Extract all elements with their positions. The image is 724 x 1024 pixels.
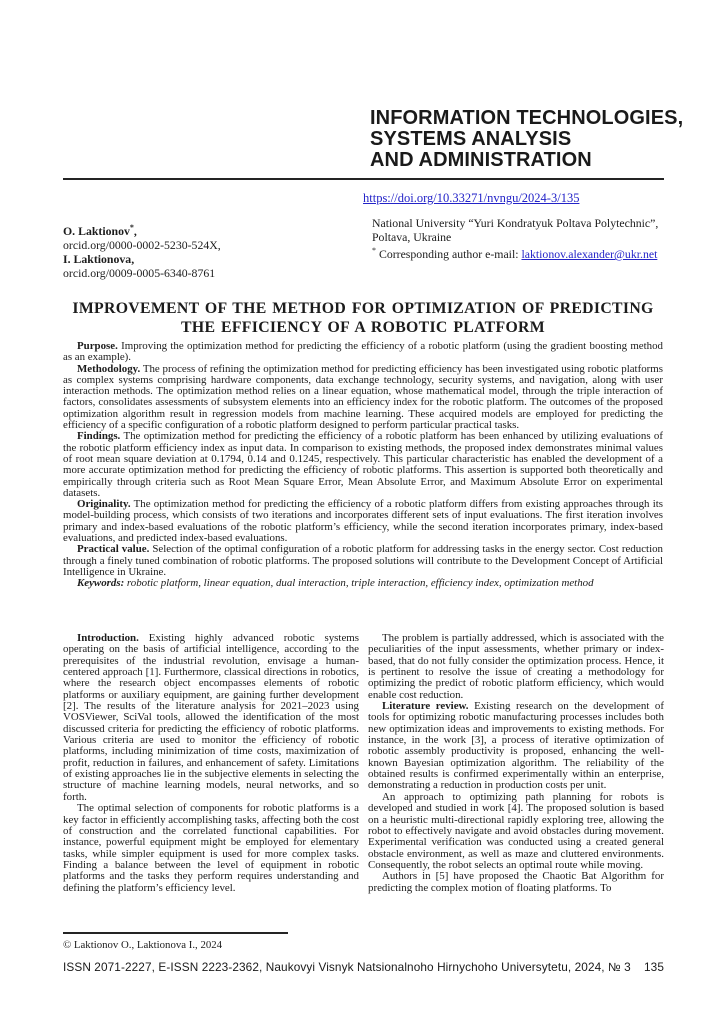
paper-title [63, 299, 663, 338]
paragraph: Introduction. Existing highly advanced robotic systems operating on the basis of artificial intelligence, according to the prerequisites of the industrial revolution, envisage a human-centered approach [1]. Furthermore, classical directions in robotics, where the research object encompasses elements of robotic platforms or auxiliary equipment, are gaining further development [2]. The results of the literature analysis for 2021–2023 using VOSViewer, SciVal tools, allowed the identification of the most discussed criteria for predicting the efficiency of robotic platforms. Various criteria are used to monitor the efficiency of robotic platforms, including minimization of time costs, maximization of profit, reduction in failures, and enhancement of safety. Limitations of existing approaches lie in the subjective elements in selecting the structure of machine learning models, neural networks, and so forth. [63, 633, 359, 803]
author-name [63, 252, 221, 266]
body-columns [63, 633, 664, 955]
email-link[interactable]: laktionov.alexander@ukr.net [521, 247, 658, 262]
paragraph-lead: Findings. [77, 430, 121, 443]
journal-section-header [370, 107, 684, 171]
author-name [63, 221, 221, 238]
paragraph-lead: Introduction. [77, 633, 139, 644]
paragraph: Purpose. Improving the optimization method for predicting the efficiency of a robotic platform (using the gradient boosting method as an example). [63, 340, 663, 364]
section-header-line: SYSTEMS ANALYSIS [370, 128, 572, 150]
paragraph: The problem is partially addressed, which is associated with the peculiarities of the input assessments, whether primary or index-based, that do not fully consider the optimization process. Hence, it is pertinent to resolve the issue of creating a methodology for optimizing the predict of robotic platform efficiency, which would enable cost reduction. [368, 633, 664, 701]
authors-block [63, 221, 221, 280]
affiliation-line: Poltava, Ukraine [372, 229, 452, 244]
issn-line: ISSN 2071-2227, E-ISSN 2223-2362, Naukovyi Visnyk Natsionalnoho Hirnychoho Universytetu, 2024, № 3 [63, 960, 631, 974]
paragraph-lead: Practical value. [77, 543, 150, 556]
section-header-line: INFORMATION TECHNOLOGIES, [370, 107, 684, 129]
paragraph-lead: Originality. [77, 498, 131, 511]
author-name-text: O. Laktionov [63, 223, 130, 238]
paragraph: Methodology. The process of refining the optimization method for predicting efficiency has been investigated using robotic platforms as complex systems comprising hardware components, data exchange technology, security systems, and navigation, along with user interaction methods. The optimization method relies on a linear equation, whose mathematical model, through the triple interaction of factors, consolidates assessments of subsystem elements into an efficiency index for the robotic platform. The outcomes of the proposed optimization algorithm result in regression models from machine learning. These acquired models are employed for predicting the efficiency of a specific configuration of a robotic platform designed to perform particular practical tasks. [63, 362, 663, 432]
paragraph-lead: Methodology. [77, 362, 141, 375]
author-orcid: orcid.org/0000-0002-5230-524X, [63, 237, 221, 252]
page-number: 135 [644, 960, 664, 974]
author-orcid: orcid.org/0009-0005-6340-8761 [63, 265, 216, 280]
paragraph: An approach to optimizing path planning for robots is developed and studied in work [4]. The proposed solution is based on a heuristic multi-directional rapidly exploring tree, allowing the robot to effectively navigate and avoid obstacles during movement. Experimental verification was conducted using a created general obstacle environment, as well as maze and cluttered environments. Consequently, the robot selects an optimal route while moving. [368, 790, 664, 871]
paragraph-lead: Literature review. [382, 700, 469, 713]
doi-row [363, 191, 579, 206]
corresponding-author-marker: * [129, 223, 134, 232]
paragraph: Authors in [5] have proposed the Chaotic Bat Algorithm for predicting the complex motion of floating platforms. To [368, 870, 664, 894]
paragraph: Practical value. Selection of the optimal configuration of a robotic platform for addressing tasks in the energy sector. Cost reduction through a finely tuned combination of robotic platforms. The proposed solutions will contribute to the Development Concept of Artificial Intelligence in Ukraine. [63, 543, 663, 578]
affiliation-block [372, 217, 666, 262]
author-name-text: I. Laktionova [63, 251, 132, 266]
paragraph: The optimal selection of components for robotic platforms is a key factor in efficiently accomplishing tasks, affecting both the cost of construction and the correlated functional capabilities. For instance, powerful equipment might be employed for elementary tasks, while simpler equipment is used for more complex tasks. Finding a balance between the level of equipment in robotic platforms and the tasks they perform requires understanding and defining the platform’s efficiency level. [63, 802, 359, 894]
corresponding-author-prefix: Corresponding author e-mail: [376, 247, 522, 262]
header-divider [63, 178, 664, 180]
author-name-tail: , [131, 251, 135, 266]
copyright-footnote: © Laktionov O., Laktionova I., 2024 [63, 932, 288, 951]
left-column [63, 633, 359, 921]
paragraph: Findings. The optimization method for predicting the efficiency of a robotic platform has been enhanced by utilizing evaluations of the robotic platform efficiency index as input data. In comparison to existing methods, the proposed index demonstrates minimal values of root mean square deviation at 0.1794, 0.14 and 0.1245, respectively. This particular characteristic has enabled the development of a more accurate optimization method for predicting the efficiency of robotic platforms. This assertion is supported both theoretically and empirically through criteria such as Root Mean Square Error, Mean Absolute Error, and Maximum Absolute Error on experimental datasets. [63, 430, 663, 499]
paragraph: Literature review. Existing research on the development of tools for optimizing robotic manufacturing processes includes both new optimization ideas and improvements to existing methods. For instance, in the work [3], a process of iterative optimization of robotic assembly productivity is proposed, enhancing the well-known Bayesian optimization algorithm. The reliability of the obtained results is confirmed experimentally within an enterprise, demonstrating a reduction in production costs per unit. [368, 700, 664, 792]
affiliation-line: National University “Yuri Kondratyuk Poltava Polytechnic”, [372, 216, 659, 230]
paper-title-line: IMPROVEMENT OF THE METHOD FOR OPTIMIZATION OF PREDICTING [72, 299, 654, 317]
right-column [368, 633, 664, 894]
paragraph: Originality. The optimization method for predicting the efficiency of a robotic platform differs from existing approaches through its model-building process, which consists of two iterations and incorporates different sets of input evaluations. The first iteration involves primary and index-based evaluations of the robotic platform’s efficiency, while the second iteration incorporates primary, index-based evaluations, and predicted index-based evaluations. [63, 498, 663, 545]
keywords-text: robotic platform, linear equation, dual interaction, triple interaction, efficiency index, optimization method [124, 577, 594, 590]
abstract-block [63, 341, 663, 590]
keywords-line [63, 578, 663, 589]
abstract-paragraphs [63, 341, 663, 578]
corresponding-author-marker: * [372, 246, 376, 256]
page-footer [63, 960, 664, 974]
doi-link[interactable]: https://doi.org/10.33271/nvngu/2024-3/135 [363, 191, 580, 205]
section-header-line: AND ADMINISTRATION [370, 149, 592, 171]
paper-title-line: THE EFFICIENCY OF A ROBOTIC PLATFORM [181, 319, 545, 337]
paragraph-lead: Purpose. [77, 340, 118, 352]
keywords-label: Keywords: [77, 577, 125, 590]
corresponding-author-line [372, 244, 666, 262]
author-name-tail: , [133, 223, 137, 238]
